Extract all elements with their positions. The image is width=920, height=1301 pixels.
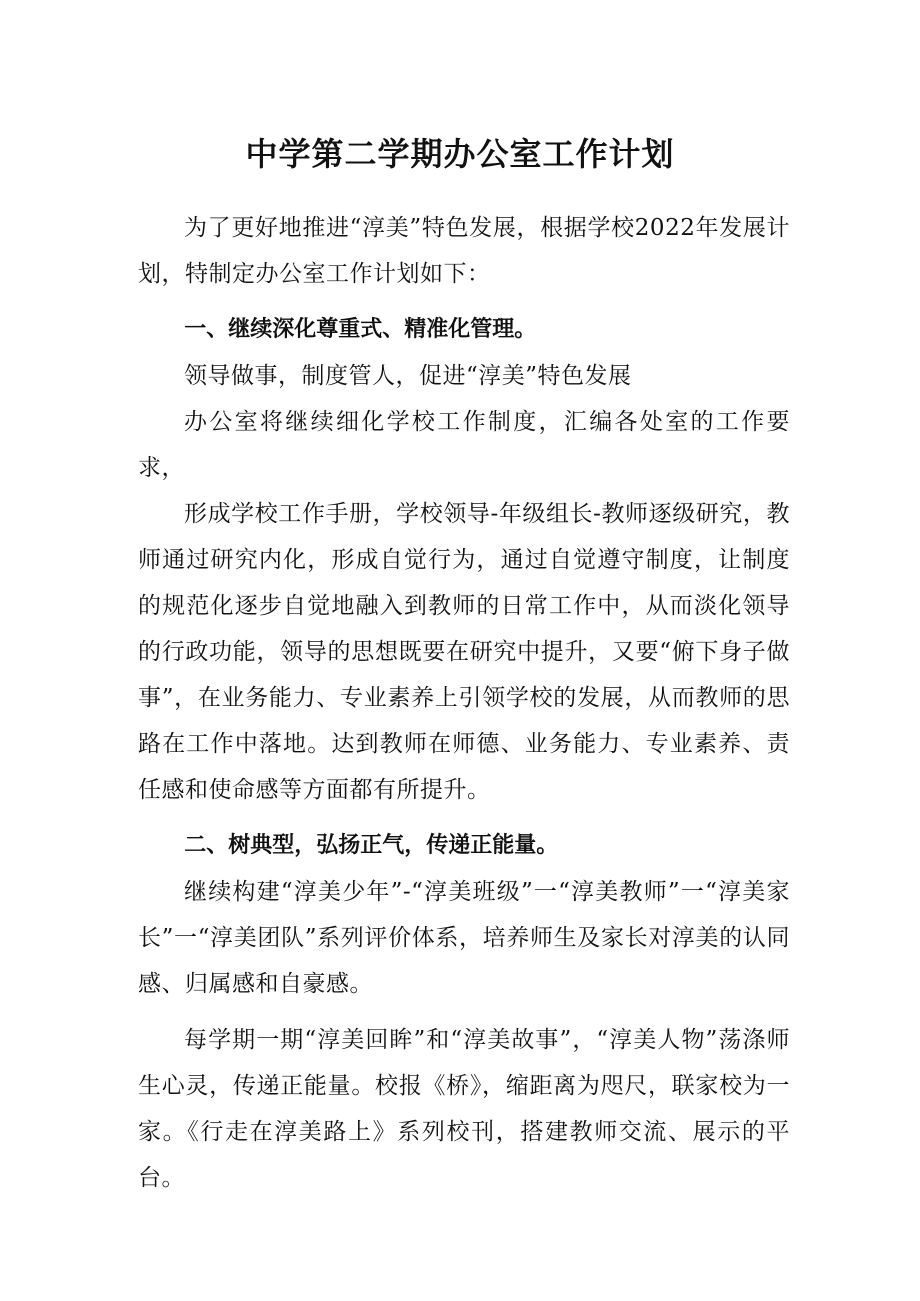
intro-paragraph: 为了更好地推进“淳美”特色发展，根据学校2022年发展计划，特制定办公室工作计划如下： — [138, 215, 790, 287]
section-1-paragraph-3: 形成学校工作手册，学校领导-年级组长-教师逐级研究，教师通过研究内化，形成自觉行为，通过自觉遵守制度，让制度的规范化逐步自觉地融入到教师的日常工作中，从而淡化领导的行政功能，领导的思想既要在研究中提升，又要“俯下身子做事”，在业务能力、专业素养上引领学校的发展，从而教师的思路在工作中落地。达到教师在师德、业务能力、专业素养、责任感和使命感等方面都有所提升。 — [138, 501, 790, 803]
section-2-paragraph-1: 继续构建“淳美少年”-“淳美班级”一“淳美教师”一“淳美家长”一“淳美团队”系列评价体系，培养师生及家长对淳美的认同感、归属感和自豪感。 — [138, 879, 790, 997]
document-body — [138, 205, 790, 1201]
section-1-heading: 一、继续深化尊重式、精准化管理。 — [184, 317, 537, 342]
document-title: 中学第二学期办公室工作计划 — [245, 135, 675, 173]
section-2-paragraph-2: 每学期一期“淳美回眸”和“淳美故事”，“淳美人物”荡涤师生心灵，传递正能量。校报《桥》，缩距离为咫尺，联家校为一家。《行走在淳美路上》系列校刊，搭建教师交流、展示的平台。 — [138, 1027, 790, 1191]
section-1-paragraph-1: 领导做事，制度管人，促进“淳美”特色发展 — [184, 363, 632, 389]
section-1-paragraph-2: 办公室将继续细化学校工作制度，汇编各处室的工作要求， — [138, 409, 790, 481]
section-2-heading: 二、树典型，弘扬正气，传递正能量。 — [184, 833, 559, 858]
